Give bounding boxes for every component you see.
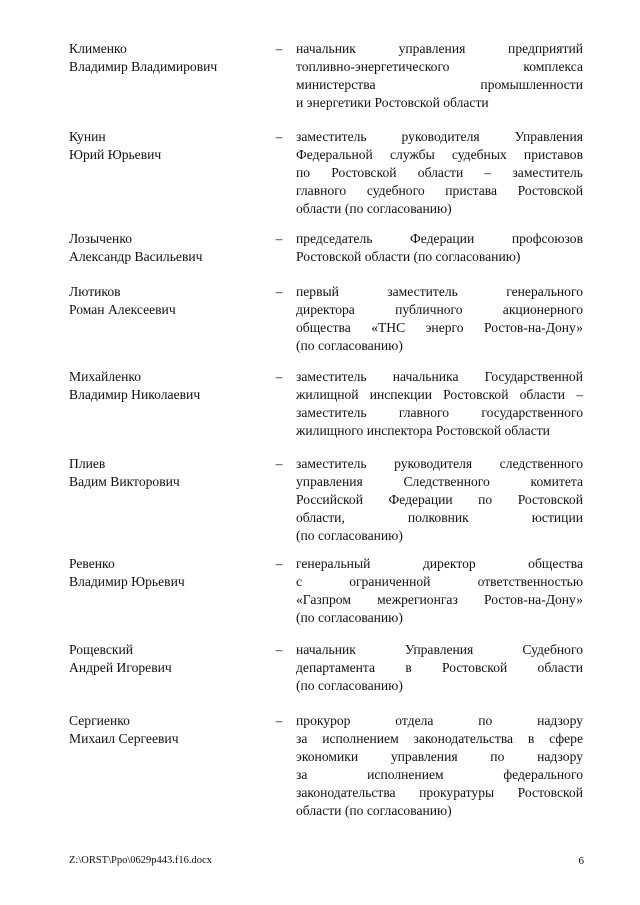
member-given-names: Владимир Юрьевич bbox=[69, 574, 185, 589]
member-surname: Лютиков bbox=[69, 284, 121, 299]
member-position bbox=[296, 40, 583, 112]
member-position bbox=[296, 455, 583, 545]
position-line: директора публичного акционерного bbox=[296, 302, 583, 317]
position-line: (по согласованию) bbox=[296, 528, 403, 543]
member-surname: Сергиенко bbox=[69, 713, 130, 728]
member-given-names: Юрий Юрьевич bbox=[69, 147, 162, 162]
member-position bbox=[296, 368, 583, 440]
member-name bbox=[69, 230, 269, 266]
position-line: экономики управления по надзору bbox=[296, 749, 583, 764]
member-surname: Лозыченко bbox=[69, 231, 133, 246]
position-line: заместитель главного государственного bbox=[296, 405, 583, 420]
member-given-names: Михаил Сергеевич bbox=[69, 731, 179, 746]
member-position bbox=[296, 283, 583, 355]
dash-separator: – bbox=[275, 129, 283, 144]
page-number: 6 bbox=[578, 855, 584, 867]
dash-separator: – bbox=[275, 713, 283, 728]
position-line: (по согласованию) bbox=[296, 678, 403, 693]
position-line: (по согласованию) bbox=[296, 610, 403, 625]
position-line: за исполнением федерального bbox=[296, 767, 583, 782]
member-position bbox=[296, 641, 583, 695]
member-surname: Плиев bbox=[69, 456, 106, 471]
footer-file-path: Z:\ORST\Ppo\0629p443.f16.docx bbox=[69, 855, 212, 866]
member-position bbox=[296, 128, 583, 218]
member-given-names: Андрей Игоревич bbox=[69, 660, 172, 675]
member-given-names: Владимир Николаевич bbox=[69, 387, 201, 402]
position-line: с ограниченной ответственностью bbox=[296, 574, 583, 589]
dash-separator: – bbox=[275, 456, 283, 471]
member-surname: Михайленко bbox=[69, 369, 142, 384]
member-surname: Ревенко bbox=[69, 556, 115, 571]
position-line: заместитель руководителя следственного bbox=[296, 456, 583, 471]
position-line: законодательства прокуратуры Ростовской bbox=[296, 785, 583, 800]
dash-separator: – bbox=[275, 642, 283, 657]
dash-separator: – bbox=[275, 369, 283, 384]
position-line: «Газпром межрегионгаз Ростов-на-Дону» bbox=[296, 592, 583, 607]
position-line: департамента в Ростовской области bbox=[296, 660, 583, 675]
position-line: по Ростовской области – заместитель bbox=[296, 165, 583, 180]
member-name bbox=[69, 641, 269, 677]
member-given-names: Александр Васильевич bbox=[69, 249, 203, 264]
member-surname: Рощевский bbox=[69, 642, 134, 657]
position-line: области (по согласованию) bbox=[296, 201, 452, 216]
position-line: Российской Федерации по Ростовской bbox=[296, 492, 583, 507]
dash-separator: – bbox=[275, 231, 283, 246]
position-line: жилищного инспектора Ростовской области bbox=[296, 423, 550, 438]
member-surname: Клименко bbox=[69, 41, 127, 56]
dash-separator: – bbox=[275, 41, 283, 56]
position-line: председатель Федерации профсоюзов bbox=[296, 231, 583, 246]
member-position bbox=[296, 555, 583, 627]
member-position bbox=[296, 230, 583, 266]
position-line: заместитель руководителя Управления bbox=[296, 129, 583, 144]
member-surname: Кунин bbox=[69, 129, 106, 144]
position-line: общества «ТНС энерго Ростов-на-Дону» bbox=[296, 320, 583, 335]
member-name bbox=[69, 40, 269, 76]
member-name bbox=[69, 283, 269, 319]
position-line: жилищной инспекции Ростовской области – bbox=[296, 387, 583, 402]
position-line: области, полковник юстиции bbox=[296, 510, 583, 525]
member-name bbox=[69, 455, 269, 491]
member-given-names: Вадим Викторович bbox=[69, 474, 180, 489]
member-name bbox=[69, 555, 269, 591]
position-line: заместитель начальника Государственной bbox=[296, 369, 583, 384]
position-line: прокурор отдела по надзору bbox=[296, 713, 583, 728]
position-line: топливно-энергетического комплекса bbox=[296, 59, 583, 74]
position-line: (по согласованию) bbox=[296, 338, 403, 353]
position-line: за исполнением законодательства в сфере bbox=[296, 731, 583, 746]
member-name bbox=[69, 128, 269, 164]
dash-separator: – bbox=[275, 556, 283, 571]
member-name bbox=[69, 368, 269, 404]
dash-separator: – bbox=[275, 284, 283, 299]
position-line: управления Следственного комитета bbox=[296, 474, 583, 489]
member-name bbox=[69, 712, 269, 748]
position-line: Ростовской области (по согласованию) bbox=[296, 249, 521, 264]
position-line: главного судебного пристава Ростовской bbox=[296, 183, 583, 198]
member-given-names: Роман Алексеевич bbox=[69, 302, 176, 317]
position-line: министерства промышленности bbox=[296, 77, 583, 92]
position-line: первый заместитель генерального bbox=[296, 284, 583, 299]
position-line: генеральный директор общества bbox=[296, 556, 583, 571]
position-line: начальник Управления Судебного bbox=[296, 642, 583, 657]
position-line: начальник управления предприятий bbox=[296, 41, 583, 56]
position-line: области (по согласованию) bbox=[296, 803, 452, 818]
position-line: Федеральной службы судебных приставов bbox=[296, 147, 583, 162]
position-line: и энергетики Ростовской области bbox=[296, 95, 489, 110]
member-given-names: Владимир Владимирович bbox=[69, 59, 218, 74]
member-position bbox=[296, 712, 583, 820]
